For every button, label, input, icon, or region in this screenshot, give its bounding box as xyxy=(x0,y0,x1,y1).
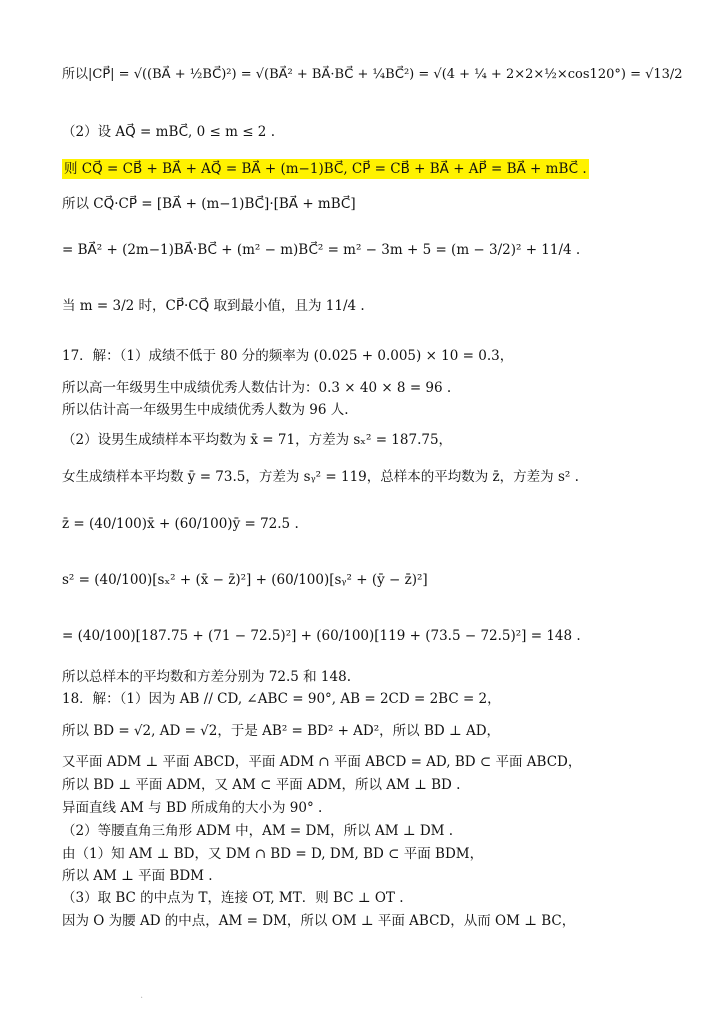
text-line-1: 所以|CP⃗| = √((BA⃗ + ½BC⃗)²) = √(BA⃗² + BA⃗·BC⃗ + ¼BC⃗²) = √(4 + ¼ + 2×2×½×cos120°) = √13/2 xyxy=(62,67,683,82)
text-line-15: 所以总样本的平均数和方差分别为 72.5 和 148. xyxy=(62,669,351,685)
text-line-18: 又平面 ADM ⊥ 平面 ABCD，平面 ADM ∩ 平面 ABCD = AD, BD ⊂ 平面 ABCD， xyxy=(62,754,582,770)
text-line-20: 异面直线 AM 与 BD 所成角的大小为 90° . xyxy=(62,800,323,816)
text-line-5: = BA⃗² + (2m−1)BA⃗·BC⃗ + (m² − m)BC⃗² = m² − 3m + 5 = (m − 3/2)² + 11/4 . xyxy=(62,242,581,258)
text-line-17: 所以 BD = √2, AD = √2，于是 AB² = BD² + AD²，所以 BD ⊥ AD， xyxy=(62,723,501,739)
text-line-16: 18．解：（1）因为 AB // CD, ∠ABC = 90°, AB = 2CD = 2BC = 2， xyxy=(62,691,501,707)
text-line-3 xyxy=(62,160,662,178)
text-line-10: （2）设男生成绩样本平均数为 x̄ = 71，方差为 sₓ² = 187.75， xyxy=(62,432,453,448)
text-line-12: z̄ = (40/100)x̄ + (60/100)ȳ = 72.5 . xyxy=(62,516,299,532)
page-mark: . xyxy=(140,990,144,1001)
text-line-9: 所以估计高一年级男生中成绩优秀人数为 96 人. xyxy=(62,402,349,418)
text-line-13: s² = (40/100)[sₓ² + (x̄ − z̄)²] + (60/100)[sᵧ² + (ȳ − z̄)²] xyxy=(62,572,428,588)
text-line-4: 所以 CQ⃗·CP⃗ = [BA⃗ + (m−1)BC⃗]·[BA⃗ + mBC⃗] xyxy=(62,196,356,212)
text-line-25: 因为 O 为腰 AD 的中点，AM = DM，所以 OM ⊥ 平面 ABCD，从而 OM ⊥ BC， xyxy=(62,913,576,929)
text-line-14: = (40/100)[187.75 + (71 − 72.5)²] + (60/100)[119 + (73.5 − 72.5)²] = 148 . xyxy=(62,628,581,644)
text-line-8: 所以高一年级男生中成绩优秀人数估计为：0.3 × 40 × 8 = 96 . xyxy=(62,380,452,396)
text-line-7: 17．解：（1）成绩不低于 80 分的频率为 (0.025 + 0.005) × 10 = 0.3， xyxy=(62,348,514,364)
text-line-21: （2）等腰直角三角形 ADM 中，AM = DM，所以 AM ⊥ DM . xyxy=(62,823,454,839)
text-line-22: 由（1）知 AM ⊥ BD，又 DM ∩ BD = D, DM, BD ⊂ 平面 BDM， xyxy=(62,846,484,862)
highlighted-formula: 则 CQ⃗ = CB⃗ + BA⃗ + AQ⃗ = BA⃗ + (m−1)BC⃗, CP⃗ = CB⃗ + BA⃗ + AP⃗ = BA⃗ + mBC⃗ . xyxy=(64,161,587,177)
text-line-23: 所以 AM ⊥ 平面 BDM . xyxy=(62,868,213,884)
text-line-19: 所以 BD ⊥ 平面 ADM，又 AM ⊂ 平面 ADM，所以 AM ⊥ BD . xyxy=(62,777,461,793)
text-line-2: （2）设 AQ⃗ = mBC⃗, 0 ≤ m ≤ 2 . xyxy=(62,124,275,140)
text-line-6: 当 m = 3/2 时，CP⃗·CQ⃗ 取到最小值，且为 11/4 . xyxy=(62,298,365,314)
text-line-24: （3）取 BC 的中点为 T，连接 OT, MT．则 BC ⊥ OT . xyxy=(62,890,404,906)
text-line-11: 女生成绩样本平均数 ȳ = 73.5，方差为 sᵧ² = 119，总样本的平均数为 z̄，方差为 s² . xyxy=(62,469,579,485)
